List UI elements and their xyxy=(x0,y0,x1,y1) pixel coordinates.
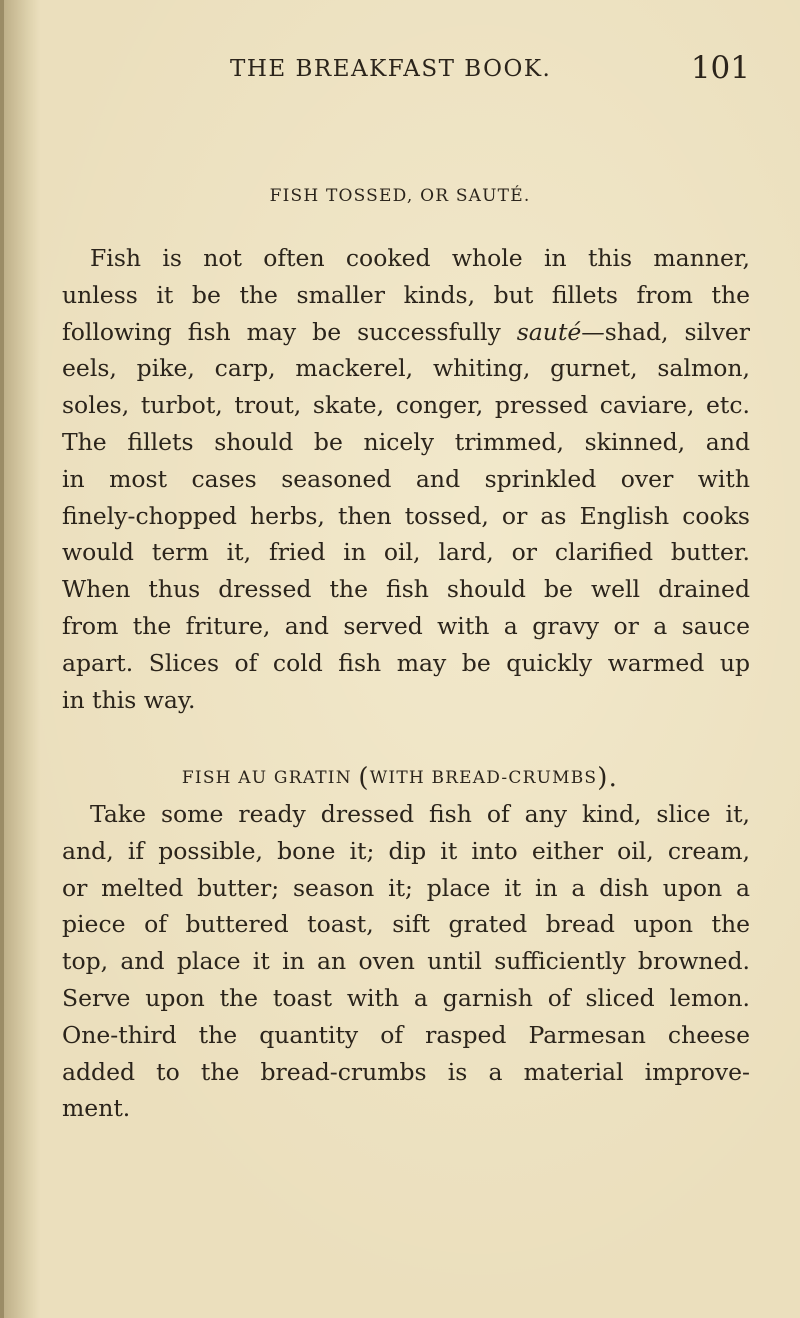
text-line: apart. Slices of cold fish may be quickly warmed up xyxy=(62,648,750,677)
text-line: piece of buttered toast, sift grated bread upon the xyxy=(62,910,750,939)
text-line: One-third the quantity of rasped Parmesan cheese xyxy=(62,1020,750,1049)
text-line: ment. xyxy=(62,1094,131,1123)
running-title: THE BREAKFAST BOOK. xyxy=(230,56,552,82)
paragraph-fish-au-gratin xyxy=(62,796,750,1127)
paragraph-fish-tossed xyxy=(62,240,750,718)
binding-edge xyxy=(0,0,4,1318)
italic-word: sauté xyxy=(516,317,582,346)
text-line: eels, pike, carp, mackerel, whiting, gurnet, salmon, xyxy=(62,354,750,383)
text-line: When thus dressed the fish should be well drained xyxy=(62,575,750,604)
page-header xyxy=(230,50,750,90)
heading-paren-close: ). xyxy=(597,763,619,793)
text-line: The fillets should be nicely trimmed, skinned, and xyxy=(62,427,750,456)
text-line: soles, turbot, trout, skate, conger, pressed caviare, etc. xyxy=(62,391,750,420)
text-line: Fish is not often cooked whole in this manner, xyxy=(90,244,750,272)
binding-gutter xyxy=(0,0,40,1318)
text-line: or melted butter; season it; place it in a dish upon a xyxy=(62,873,750,902)
text-line: added to the bread-crumbs is a material improve- xyxy=(62,1057,750,1086)
text-segment: —shad, silver xyxy=(581,317,750,346)
section-heading-fish-tossed: FISH TOSSED, OR SAUTÉ. xyxy=(269,186,531,206)
text-line: in this way. xyxy=(62,685,196,714)
text-segment: following fish may be successfully xyxy=(62,317,501,346)
heading-paren-open: ( xyxy=(358,763,370,793)
heading-main: FISH AU GRATIN xyxy=(181,768,352,788)
text-line: finely-chopped herbs, then tossed, or as English cooks xyxy=(62,501,750,530)
text-line: Serve upon the toast with a garnish of sliced lemon. xyxy=(62,983,750,1012)
page-number: 101 xyxy=(690,50,750,86)
heading-inner: WITH BREAD-CRUMBS xyxy=(369,768,598,788)
text-line: in most cases seasoned and sprinkled over with xyxy=(62,464,750,493)
text-line: unless it be the smaller kinds, but fillets from the xyxy=(62,280,750,309)
text-line: from the friture, and served with a gravy or a sauce xyxy=(62,611,750,640)
text-line: would term it, fried in oil, lard, or clarified butter. xyxy=(62,538,750,567)
section-heading-fish-au-gratin xyxy=(40,763,760,793)
text-line: Take some ready dressed fish of any kind, slice it, xyxy=(90,800,750,828)
text-line: top, and place it in an oven until sufficiently browned. xyxy=(62,947,750,976)
text-line: and, if possible, bone it; dip it into either oil, cream, xyxy=(62,836,750,865)
text-line xyxy=(62,314,750,351)
